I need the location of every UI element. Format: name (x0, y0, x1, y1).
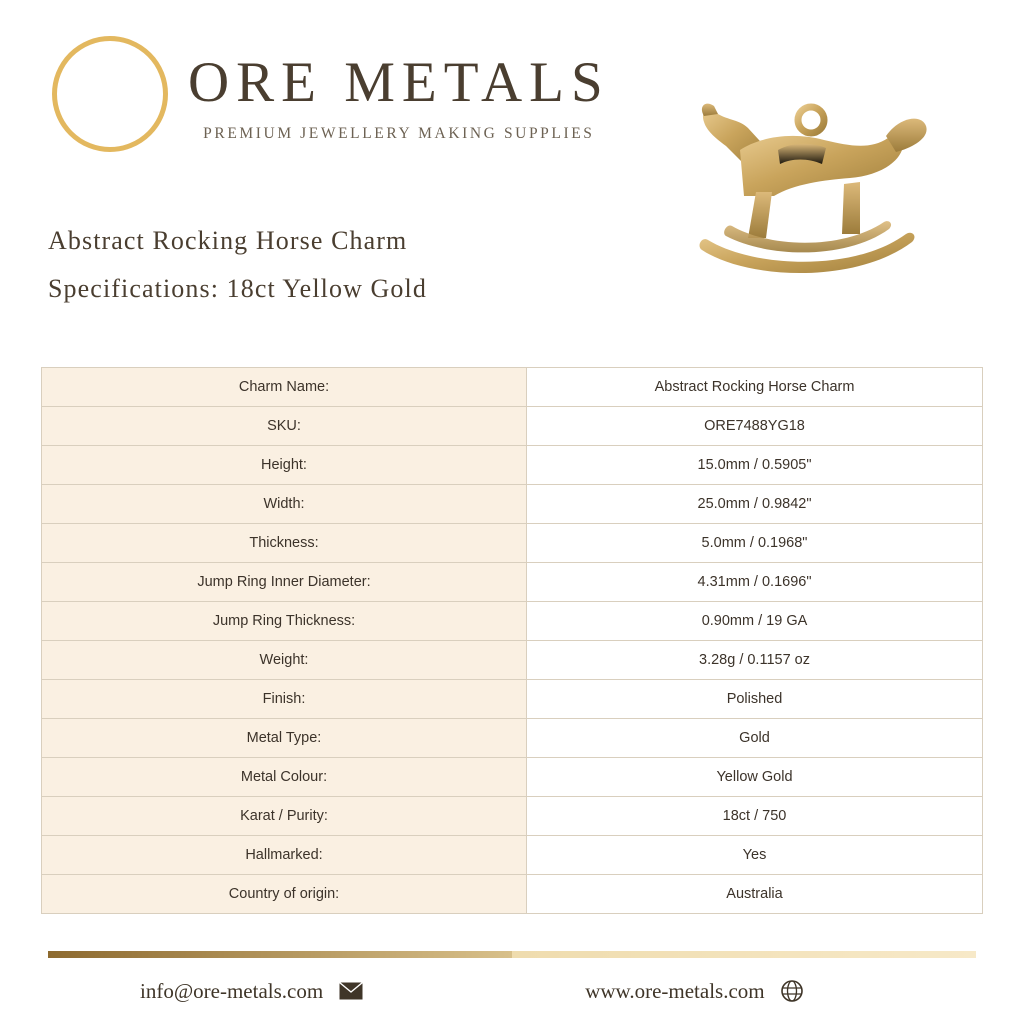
spec-value: 18ct / 750 (527, 797, 983, 836)
spec-label: Karat / Purity: (42, 797, 527, 836)
envelope-icon (339, 982, 363, 1000)
spec-value: Polished (527, 680, 983, 719)
spec-value: 25.0mm / 0.9842" (527, 485, 983, 524)
circle-ring-logo-icon (52, 36, 168, 152)
table-row (42, 407, 983, 446)
table-row (42, 875, 983, 914)
spec-label: Hallmarked: (42, 836, 527, 875)
brand-name: ORE METALS (188, 51, 610, 114)
table-row (42, 602, 983, 641)
table-row (42, 836, 983, 875)
spec-value: 4.31mm / 0.1696" (527, 563, 983, 602)
spec-label: Weight: (42, 641, 527, 680)
table-row (42, 719, 983, 758)
table-row (42, 485, 983, 524)
spec-label: Thickness: (42, 524, 527, 563)
title-block (48, 222, 427, 307)
spec-value: 15.0mm / 0.5905" (527, 446, 983, 485)
table-row (42, 524, 983, 563)
spec-label: Jump Ring Inner Diameter: (42, 563, 527, 602)
contact-email-label: info@ore-metals.com (140, 978, 324, 1003)
spec-value: ORE7488YG18 (527, 407, 983, 446)
spec-label: Jump Ring Thickness: (42, 602, 527, 641)
table-row (42, 680, 983, 719)
page-header (0, 0, 1024, 303)
table-row (42, 563, 983, 602)
spec-value: Australia (527, 875, 983, 914)
globe-icon (781, 980, 803, 1002)
brand-text (188, 32, 610, 143)
spec-label: Finish: (42, 680, 527, 719)
table-row (42, 446, 983, 485)
contact-email[interactable] (140, 979, 363, 1004)
spec-label: Metal Type: (42, 719, 527, 758)
table-row (42, 368, 983, 407)
table-row (42, 758, 983, 797)
footer-divider (48, 951, 976, 958)
rocking-horse-charm-image (674, 92, 944, 282)
spec-label: Width: (42, 485, 527, 524)
brand-tagline: PREMIUM JEWELLERY MAKING SUPPLIES (203, 125, 595, 142)
spec-value: 3.28g / 0.1157 oz (527, 641, 983, 680)
contact-website-label: www.ore-metals.com (585, 978, 765, 1003)
spec-label: SKU: (42, 407, 527, 446)
contact-website[interactable] (585, 979, 802, 1004)
spec-value: Abstract Rocking Horse Charm (527, 368, 983, 407)
table-row (42, 641, 983, 680)
spec-value: Gold (527, 719, 983, 758)
table-row (42, 797, 983, 836)
spec-value: Yes (527, 836, 983, 875)
spec-label: Height: (42, 446, 527, 485)
spec-value: 0.90mm / 19 GA (527, 602, 983, 641)
footer-divider-right (512, 951, 976, 958)
page-footer (0, 958, 1024, 1024)
brand-logo (52, 32, 610, 152)
spec-label: Country of origin: (42, 875, 527, 914)
spec-label: Metal Colour: (42, 758, 527, 797)
footer-divider-left (48, 951, 512, 958)
page-subtitle: Specifications: 18ct Yellow Gold (48, 273, 427, 303)
product-photo (674, 92, 944, 282)
specifications-table (41, 367, 983, 914)
spec-label: Charm Name: (42, 368, 527, 407)
spec-value: Yellow Gold (527, 758, 983, 797)
spec-value: 5.0mm / 0.1968" (527, 524, 983, 563)
page-title: Abstract Rocking Horse Charm (48, 226, 408, 255)
